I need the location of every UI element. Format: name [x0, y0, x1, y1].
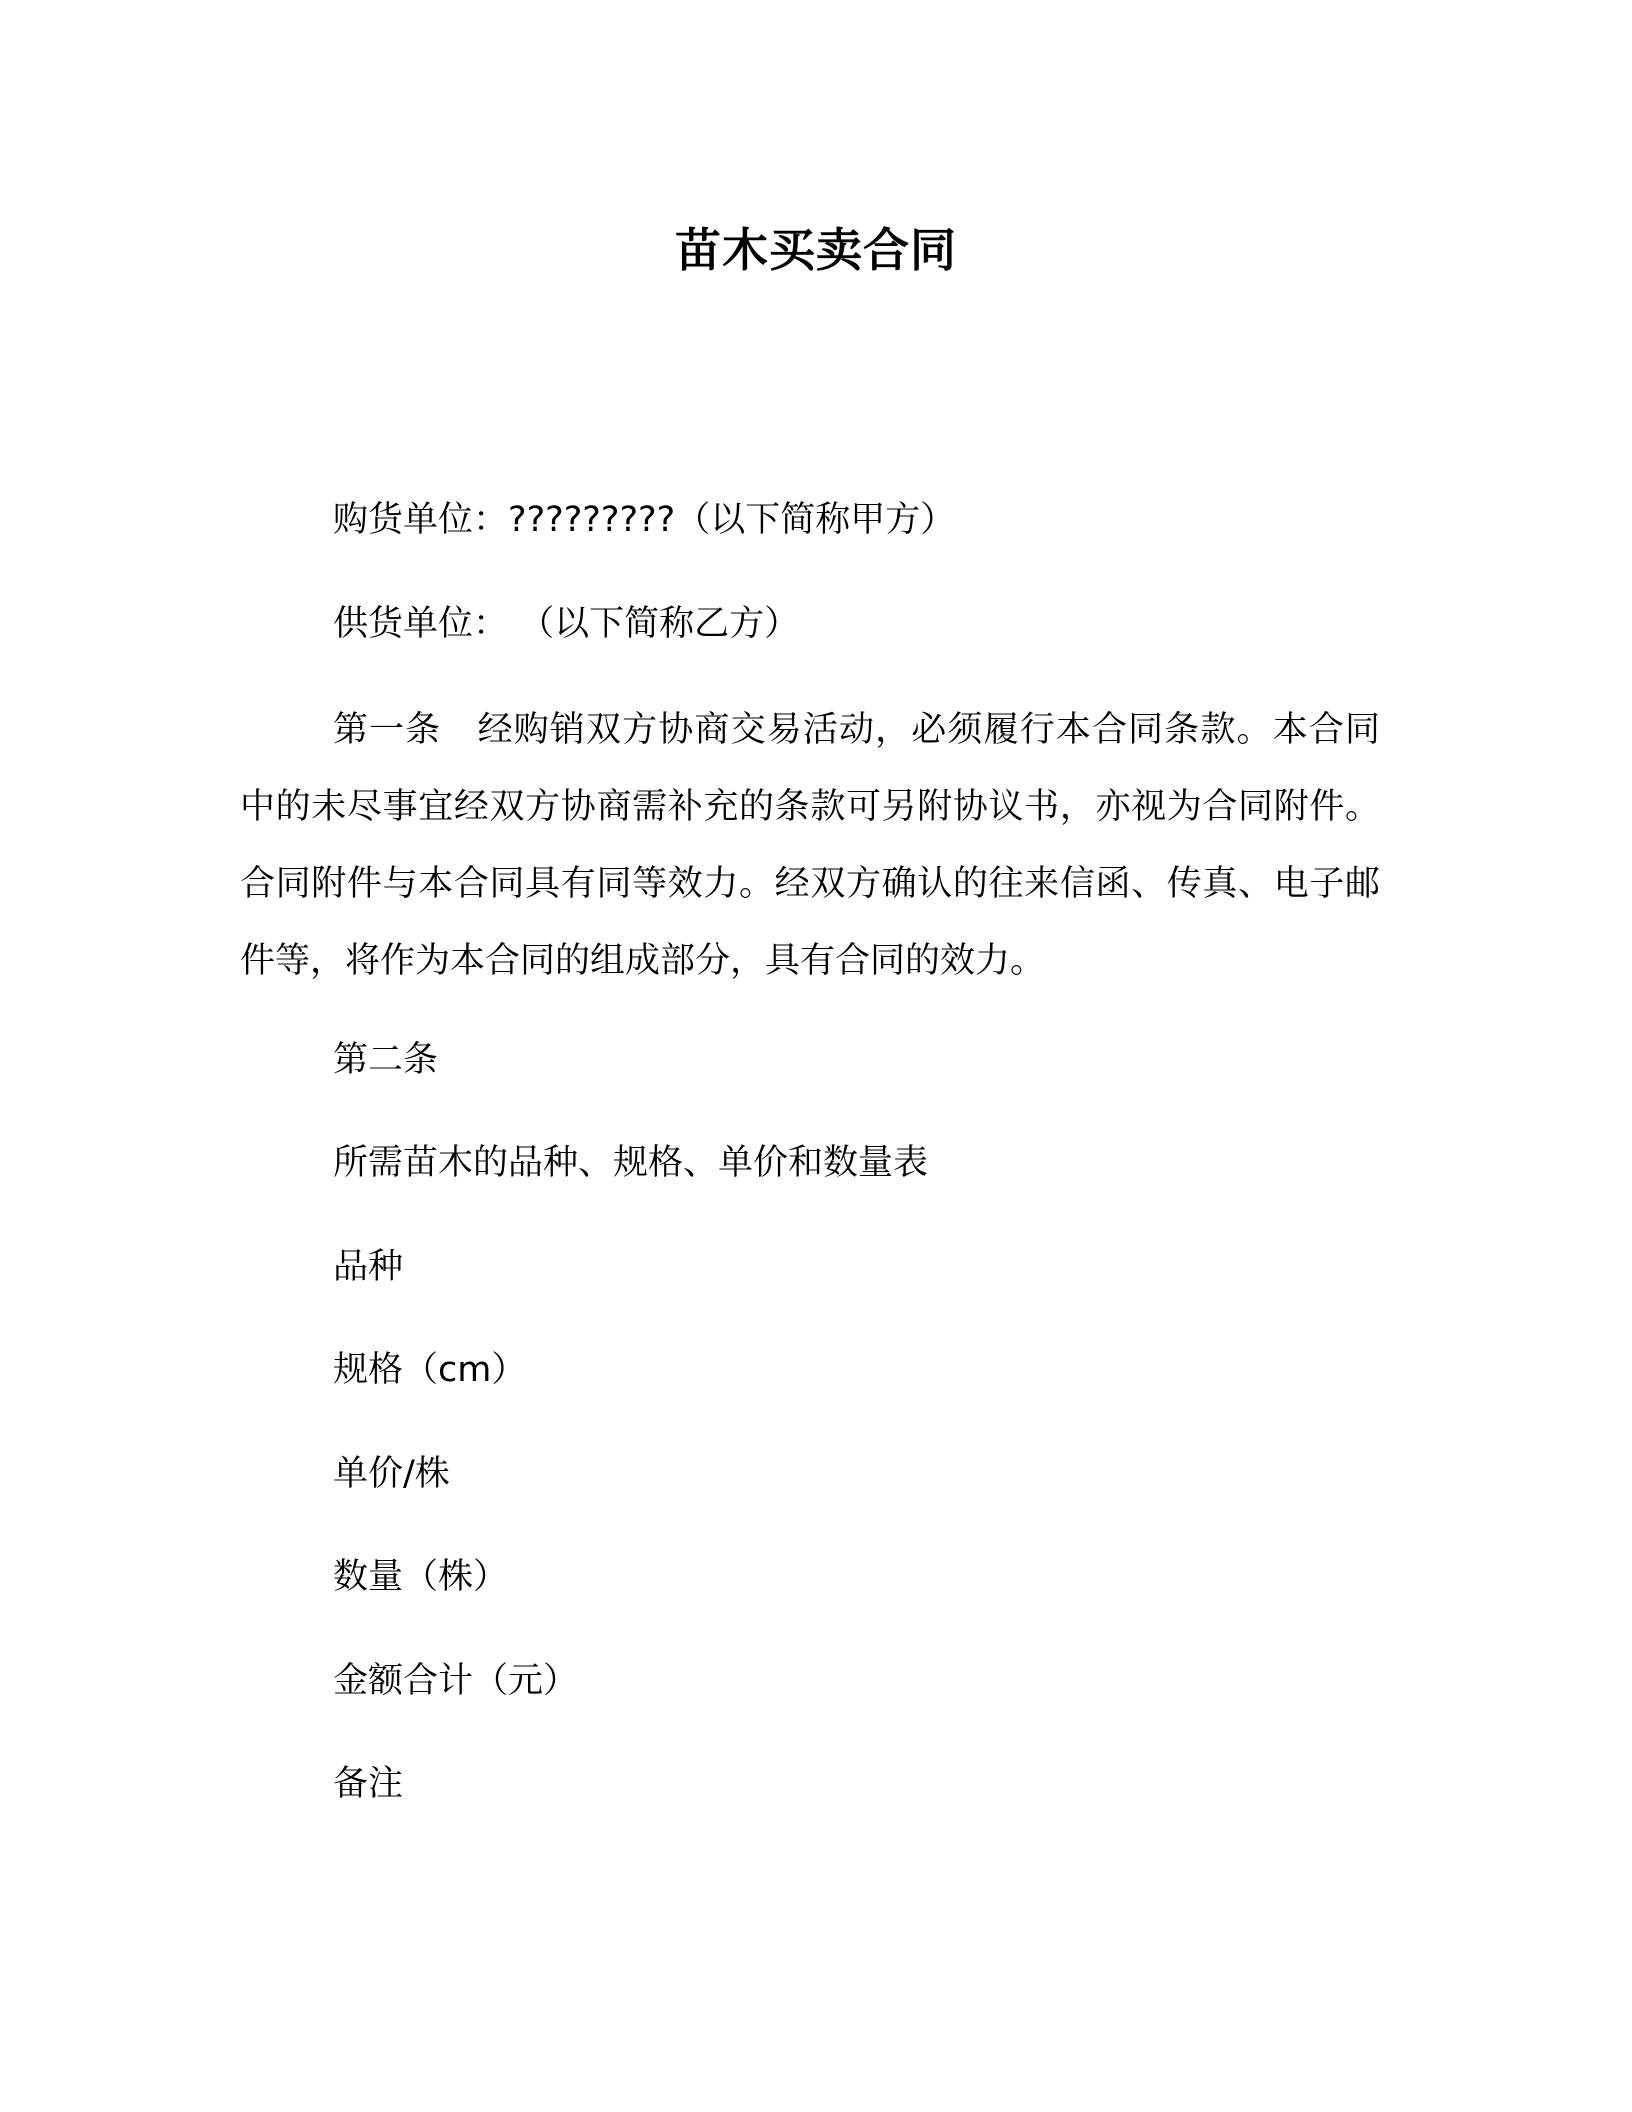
field-total-amount: 金额合计（元）: [333, 1661, 579, 1701]
field-quantity: 数量（株）: [333, 1557, 509, 1597]
supplier-line: 供货单位： （以下简称乙方）: [333, 604, 800, 644]
field-remarks: 备注: [333, 1764, 404, 1804]
article-2-heading: 第二条: [333, 1040, 439, 1080]
document-title: 苗木买卖合同: [675, 223, 957, 277]
field-specification: 规格（cm）: [333, 1350, 527, 1390]
field-variety: 品种: [333, 1247, 404, 1287]
table-caption: 所需苗木的品种、规格、单价和数量表: [333, 1143, 929, 1183]
article-1-paragraph: 第一条 经购销双方协商交易活动，必须履行本合同条款。本合同中的未尽事宜经双方协商需补充的条款可另附协议书，亦视为合同附件。合同附件与本合同具有同等效力。经双方确认的往来信函、传真、电子邮件等，将作为本合同的组成部分，具有合同的效力。: [240, 710, 1380, 981]
field-unit-price: 单价/株: [333, 1454, 450, 1494]
buyer-line: 购货单位：?????????（以下简称甲方）: [333, 500, 956, 540]
